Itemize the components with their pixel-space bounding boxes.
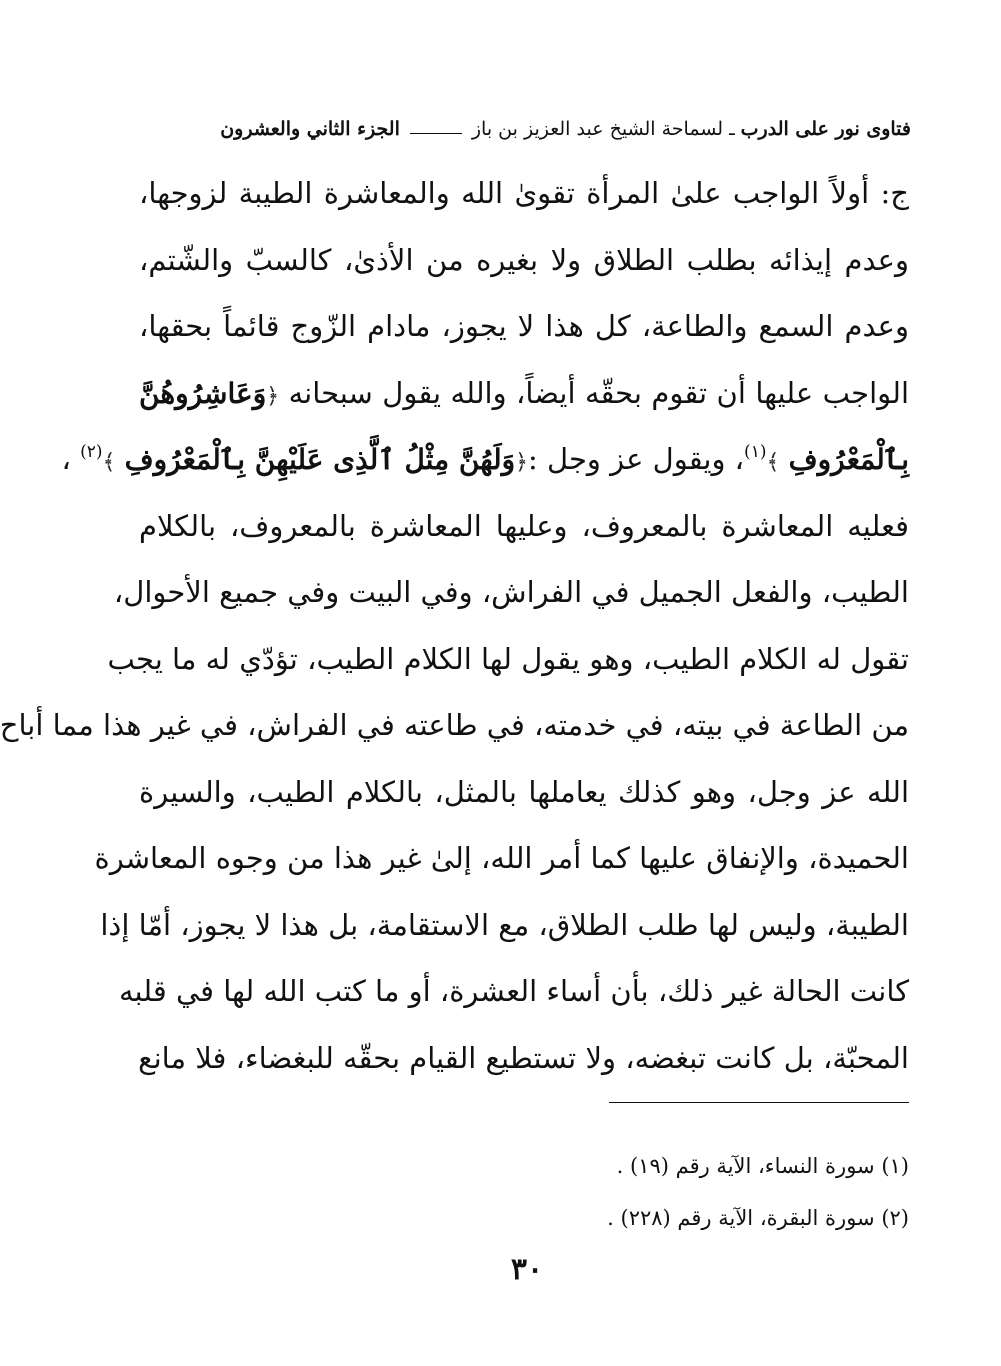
footnote-divider [609,1102,909,1103]
quran-open-bracket: ﴿ [266,383,280,409]
text-line: المحبّة، بل كانت تبغضه، ولا تستطيع القيام بحقّه للبغضاء، فلا مانع [138,1040,909,1075]
line-text: الواجب عليها أن تقوم بحقّه أيضاً، والله يقول سبحانه [288,375,910,410]
text-line: وعدم السمع والطاعة، كل هذا لا يجوز، مادام الزّوج قائماً بحقها، [139,309,909,343]
text-line: وعدم إيذائه بطلب الطلاق ولا بغيره من الأذىٰ، كالسبّ والشّتم، [139,242,909,277]
text-line: الطيبة، وليس لها طلب الطلاق، مع الاستقامة، بل هذا لا يجوز، أمّا إذا [100,907,909,942]
text-line: الطيب، والفعل الجميل في الفراش، وفي البيت وفي جميع الأحوال، [113,575,909,609]
running-header [138,112,911,146]
footnote-ref: (١) [744,442,767,462]
text-line: ج: أولاً الواجب علىٰ المرأة تقوىٰ الله والمعاشرة الطيبة لزوجها، [139,176,909,210]
footnote-ref: (٢) [80,442,103,462]
volume-title: الجزء الثاني والعشرون [220,118,400,140]
quran-open-bracket: ﴿ [515,450,529,475]
text-line: كانت الحالة غير ذلك، بأن أساء العشرة، أو ما كتب الله لها في قلبه [118,974,909,1008]
author-name: لسماحة الشيخ عبد العزيز بن باز [471,118,724,140]
header-rule [410,133,462,134]
text-line: فعليه المعاشرة بالمعروف، وعليها المعاشرة بالمعروف، بالكلام [139,508,909,543]
quran-close-bracket: ﴾ [766,450,780,475]
text-line [61,426,909,493]
line-text: ، ويقول عز وجل : [528,442,745,476]
quran-close-bracket: ﴾ [102,450,116,475]
footnote: (١) سورة النساء، الآية رقم (١٩) . [616,1154,909,1178]
text-line: من الطاعة في بيته، في خدمته، في طاعته في الفراش، في غير هذا مما أباح [0,708,909,742]
header-separator: ـ [729,118,735,140]
fatwa-answer [0,160,910,1091]
footnote: (٢) سورة البقرة، الآية رقم (٢٢٨) . [607,1206,909,1230]
footnotes [353,1140,909,1244]
text-line: الحميدة، والإنفاق عليها كما أمر الله، إلىٰ غير هذا من وجوه المعاشرة [94,841,909,875]
text-line: الله عز وجل، وهو كذلك يعاملها بالمثل، بالكلام الطيب، والسيرة [139,774,909,809]
page-number: ٣٠ [510,1252,544,1287]
book-title: فتاوى نور على الدرب [740,118,911,140]
line-text: ، [61,442,71,476]
quran-verse: وَعَاشِرُوهُنَّ [139,376,267,410]
text-line: تقول له الكلام الطيب، وهو يقول لها الكلام الطيب، تؤدّي له ما يجب [107,641,909,676]
quran-verse: وَلَهُنَّ مِثْلُ ٱلَّذِى عَلَيْهِنَّ بِٱلْمَعْرُوفِ [124,443,516,476]
text-line [139,360,909,427]
quran-verse: بِٱلْمَعْرُوفِ [788,443,909,476]
